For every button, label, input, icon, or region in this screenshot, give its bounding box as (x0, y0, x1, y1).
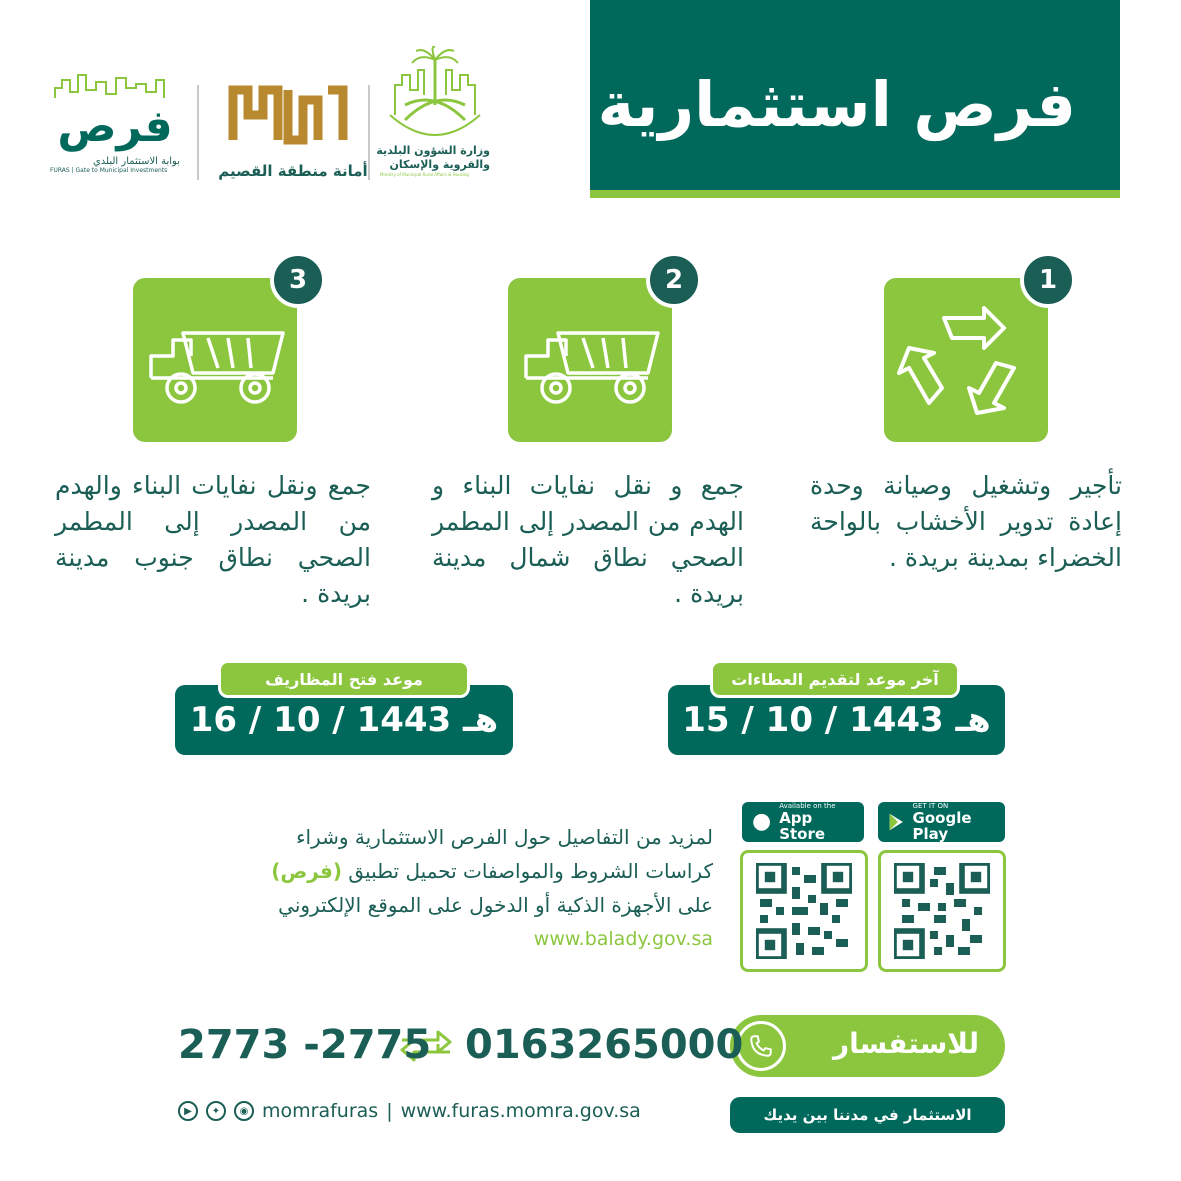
google-play-label: Google Play (912, 809, 972, 843)
dump-truck-icon (133, 278, 297, 442)
opportunity-description: تأجير وتشغيل وصيانة وحدة إعادة تدوير الأخشاب بالواحة الخضراء بمدينة بريدة . (810, 471, 1122, 572)
social-handle[interactable]: momrafuras (262, 1100, 379, 1122)
bid-deadline-label: آخر موعد لتقديم العطاءات (710, 660, 960, 698)
opportunity-card-3-icon-box (133, 278, 297, 442)
title-accent-stripe (590, 190, 1120, 198)
app-store-button[interactable] (742, 802, 864, 842)
furas-caption-en: FURAS | Gate to Municipal Investments (50, 167, 168, 174)
inquiry-badge (730, 1015, 1005, 1077)
title-banner (590, 0, 1120, 190)
ministry-name-en: Ministry of Municipal Rural Affairs & Housing (380, 172, 469, 177)
bid-deadline-date: 15 / 10 / 1443 هـ (668, 685, 1005, 755)
opportunity-card-1-icon-box (884, 278, 1048, 442)
google-play-qr-code[interactable] (878, 850, 1006, 972)
qassim-municipality-logo (218, 80, 368, 190)
info-paragraph (153, 820, 713, 922)
app-store-qr-code[interactable] (740, 850, 868, 972)
qr-code-icon (894, 863, 990, 959)
skyline-icon (50, 70, 170, 100)
apple-icon: ● (752, 809, 772, 834)
ministry-name-line2: والقروية والإسكان (389, 158, 490, 171)
envelope-opening-date: 16 / 10 / 1443 هـ (175, 685, 513, 755)
furas-app-name: (فرص) (271, 859, 342, 883)
info-line-1: لمزيد من التفاصيل حول الفرص الاستثمارية وشراء (296, 825, 713, 849)
google-play-button[interactable] (878, 802, 1005, 842)
app-store-small-label: Available on the (779, 802, 836, 810)
google-play-small-label: GET IT ON (912, 802, 949, 810)
phone-number[interactable]: 0163265000 (465, 1022, 744, 1068)
furas-caption-ar: بوابة الاستثمار البلدي (92, 156, 180, 167)
opportunity-description: جمع و نقل نفايات البناء و الهدم من المصدر إلى المطمر الصحي نطاق شمال مدينة بريدة . (432, 471, 744, 608)
palm-swords-emblem-icon (380, 45, 490, 140)
opportunity-card-2-icon-box (508, 278, 672, 442)
footer-separator: | (386, 1100, 393, 1122)
furas-wordmark: فرص (57, 101, 173, 152)
footer-links (178, 1100, 641, 1122)
page-title: فرص استثمارية (597, 68, 1076, 141)
envelope-opening-label: موعد فتح المظاريف (218, 660, 470, 698)
logo-divider (197, 85, 199, 180)
google-play-icon (888, 811, 905, 833)
opportunity-number-badge: 2 (646, 252, 702, 308)
furas-website-link[interactable]: www.furas.momra.gov.sa (400, 1100, 641, 1122)
qr-code-icon (756, 863, 852, 959)
info-line-3: على الأجهزة الذكية أو الدخول على الموقع الإلكتروني (278, 893, 713, 917)
recycle-icon (884, 278, 1048, 442)
opportunity-description: جمع ونقل نفايات البناء والهدم من المصدر إلى المطمر الصحي نطاق جنوب مدينة بريدة . (55, 471, 371, 608)
qassim-calligraphy-icon (218, 80, 358, 150)
info-line-2 (153, 854, 713, 888)
phone-extensions: 2773 -2775 (178, 1022, 432, 1068)
balady-website-link[interactable]: www.balady.gov.sa (533, 928, 713, 950)
ministry-name-line1: وزارة الشؤون البلدية (376, 144, 490, 157)
youtube-icon[interactable]: ▶ (178, 1101, 198, 1121)
app-store-label: App Store (779, 809, 826, 843)
phone-icon (736, 1021, 786, 1071)
snapchat-icon[interactable]: ◉ (234, 1101, 254, 1121)
furas-logo (50, 70, 180, 190)
opportunity-number-badge: 3 (270, 252, 326, 308)
qassim-caption: أمانة منطقة القصيم (218, 162, 368, 180)
inquiry-label: للاستفسار (832, 1027, 979, 1060)
logo-divider (368, 85, 370, 180)
ministry-logo (376, 45, 490, 190)
info-line-2-text: كراسات الشروط والمواصفات تحميل تطبيق (348, 859, 713, 883)
dump-truck-icon (508, 278, 672, 442)
twitter-icon[interactable]: ✦ (206, 1101, 226, 1121)
opportunity-number-badge: 1 (1020, 252, 1076, 308)
slogan-badge: الاستثمار في مدننا بين يديك (730, 1097, 1005, 1133)
